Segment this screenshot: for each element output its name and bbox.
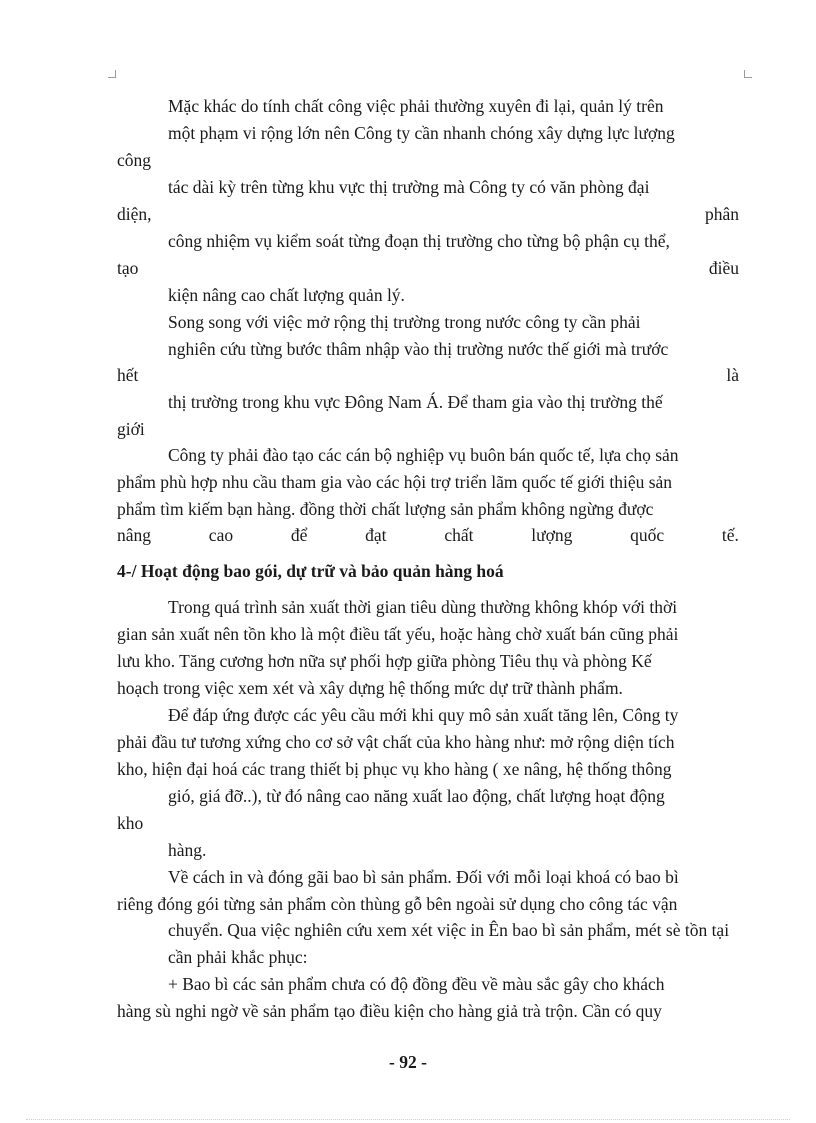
- text-line: một phạm vi rộng lớn nên Công ty cần nhanh chóng xây dựng lực lượng: [168, 123, 675, 143]
- text-word: lượng: [531, 525, 573, 545]
- crop-mark: [744, 70, 745, 78]
- text-word: cao: [208, 525, 234, 545]
- text-word: đạt: [365, 525, 387, 545]
- text-line: tác dài kỳ trên từng khu vực thị trường mà Công ty có văn phòng đại: [168, 177, 650, 197]
- crop-mark: [115, 70, 116, 78]
- text-line: nghiên cứu từng bước thâm nhập vào thị trường nước thế giới mà trước: [168, 339, 669, 359]
- footer-divider: [26, 1119, 790, 1120]
- text-word: chất: [444, 525, 474, 545]
- text-line: [117, 362, 739, 388]
- text-line: kho, hiện đại hoá các trang thiết bị phục vụ kho hàng ( xe nâng, hệ thống thông: [117, 759, 672, 779]
- text-line: Công ty phải đào tạo các cán bộ nghiệp vụ buôn bán quốc tế, lựa chọ sản: [168, 445, 679, 465]
- text-line: Về cách in và đóng gãi bao bì sản phẩm. Đối với mỗi loại khoá có bao bì: [168, 867, 679, 887]
- text-word: điều: [708, 258, 739, 278]
- text-line: hoạch trong việc xem xét và xây dựng hệ thống mức dự trữ thành phẩm.: [117, 678, 623, 698]
- text-line: riêng đóng gói từng sản phẩm còn thùng gỗ bên ngoài sử dụng cho công tác vận: [117, 894, 678, 914]
- crop-mark: [744, 77, 752, 78]
- text-line: [117, 201, 739, 227]
- section-heading: 4-/ Hoạt động bao gói, dự trữ và bảo quản hàng hoá: [117, 561, 504, 581]
- text-line: lưu kho. Tăng cương hơn nữa sự phối hợp giữa phòng Tiêu thụ và phòng Kế: [117, 651, 652, 671]
- text-line: phải đầu tư tương xứng cho cơ sở vật chất của kho hàng như: mở rộng diện tích: [117, 732, 675, 752]
- text-line: hàng.: [168, 840, 207, 860]
- text-word: để: [290, 525, 308, 545]
- text-line: giới: [117, 419, 145, 439]
- text-word: quốc: [630, 525, 665, 545]
- text-line: gió, giá đỡ..), từ đó nâng cao năng xuất lao động, chất lượng hoạt động: [168, 786, 665, 806]
- text-line: Trong quá trình sản xuất thời gian tiêu dùng thường không khóp với thời: [168, 597, 678, 617]
- text-line: cần phải khắc phục:: [168, 947, 308, 967]
- text-word: nâng: [117, 525, 152, 545]
- text-line: chuyển. Qua việc nghiên cứu xem xét việc in Ên bao bì sản phẩm, mét sè tồn tại: [168, 920, 730, 940]
- text-line: hàng sù nghi ngờ về sản phẩm tạo điều kiện cho hàng giả trà trộn. Cần có quy: [117, 1001, 662, 1021]
- text-line: công: [117, 150, 152, 170]
- text-line: Song song với việc mở rộng thị trường trong nước công ty cần phải: [168, 312, 641, 332]
- text-word: phân: [704, 204, 739, 224]
- text-line: công nhiệm vụ kiểm soát từng đoạn thị trường cho từng bộ phận cụ thể,: [168, 231, 670, 251]
- text-line: Để đáp ứng được các yêu cầu mới khi quy mô sản xuất tăng lên, Công ty: [168, 705, 679, 725]
- text-line: kiện nâng cao chất lượng quản lý.: [168, 285, 405, 305]
- text-line: Mặc khác do tính chất công việc phải thường xuyên đi lại, quản lý trên: [168, 96, 664, 116]
- page-number: - 92 -: [389, 1052, 427, 1072]
- text-line: [117, 522, 739, 548]
- text-word: tế.: [721, 525, 739, 545]
- text-word: diện,: [117, 204, 152, 224]
- text-line: [117, 255, 739, 281]
- text-line: thị trường trong khu vực Đông Nam Á. Để tham gia vào thị trường thế: [168, 392, 663, 412]
- text-word: là: [726, 365, 739, 385]
- text-line: kho: [117, 813, 144, 833]
- text-line: gian sản xuất nên tồn kho là một điều tất yếu, hoặc hàng chờ xuất bán cũng phải: [117, 624, 679, 644]
- text-line: + Bao bì các sản phẩm chưa có độ đồng đều về màu sắc gây cho khách: [168, 974, 665, 994]
- text-word: hết: [117, 365, 139, 385]
- text-word: tạo: [117, 258, 139, 278]
- text-line: phẩm tìm kiếm bạn hàng. đồng thời chất lượng sản phẩm không ngừng được: [117, 499, 654, 519]
- text-line: phẩm phù hợp nhu cầu tham gia vào các hội trợ triển lãm quốc tế giới thiệu sản: [117, 472, 673, 492]
